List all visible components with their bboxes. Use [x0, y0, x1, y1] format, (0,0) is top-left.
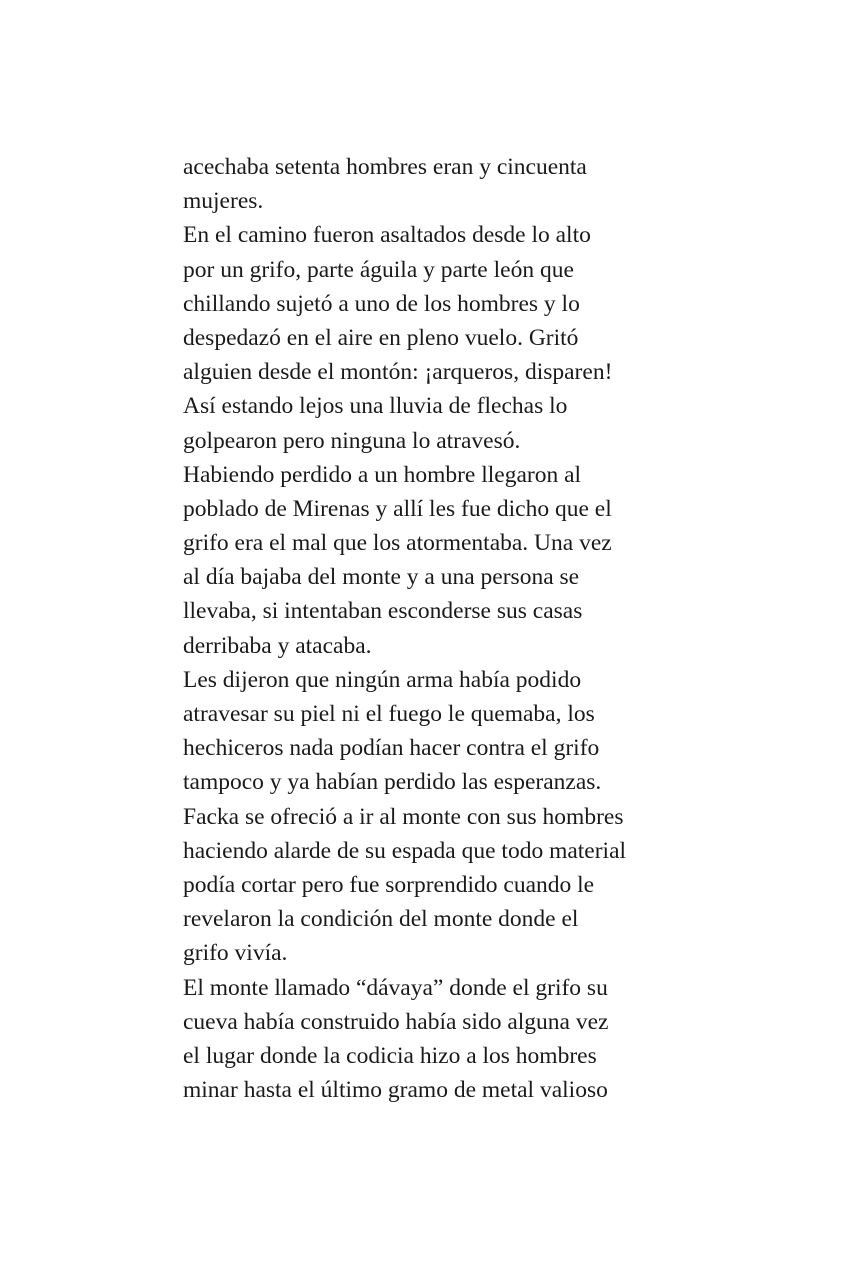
- text-line: tampoco y ya habían perdido las esperanzas.: [183, 769, 602, 796]
- text-line: Facka se ofreció a ir al monte con sus hombres: [183, 803, 624, 830]
- text-line: revelaron la condición del monte donde el: [183, 906, 579, 933]
- text-line: llevaba, si intentaban esconderse sus casas: [183, 598, 583, 625]
- text-line: derribaba y atacaba.: [183, 632, 372, 659]
- text-line: alguien desde el montón: ¡arqueros, disparen!: [183, 359, 613, 386]
- text-line: haciendo alarde de su espada que todo material: [183, 837, 627, 864]
- text-line: cueva había construido había sido alguna vez: [183, 1008, 609, 1035]
- text-line: podía cortar pero fue sorprendido cuando le: [183, 871, 595, 898]
- text-line: grifo era el mal que los atormentaba. Una vez: [183, 530, 612, 557]
- text-line: hechiceros nada podían hacer contra el grifo: [183, 735, 600, 762]
- text-line: por un grifo, parte águila y parte león que: [183, 256, 574, 283]
- body-text: [183, 150, 683, 1107]
- text-line: mujeres.: [183, 188, 264, 215]
- text-line: chillando sujetó a uno de los hombres y lo: [183, 290, 580, 317]
- text-line: despedazó en el aire en pleno vuelo. Gritó: [183, 324, 579, 351]
- text-line: En el camino fueron asaltados desde lo alto: [183, 222, 591, 249]
- text-line: golpearon pero ninguna lo atravesó.: [183, 427, 521, 454]
- text-line: grifo vivía.: [183, 940, 288, 967]
- text-line: Les dijeron que ningún arma había podido: [183, 666, 582, 693]
- text-line: minar hasta el último gramo de metal valioso: [183, 1077, 608, 1104]
- text-line: atravesar su piel ni el fuego le quemaba, los: [183, 701, 595, 727]
- text-line: Así estando lejos una lluvia de flechas lo: [183, 393, 568, 420]
- text-line: acechaba setenta hombres eran y cincuenta: [183, 154, 587, 180]
- text-line: Habiendo perdido a un hombre llegaron al: [183, 461, 582, 488]
- text-line: el lugar donde la codicia hizo a los hombres: [183, 1042, 597, 1069]
- text-line: al día bajaba del monte y a una persona se: [183, 564, 580, 591]
- text-line: El monte llamado “dávaya” donde el grifo su: [183, 974, 608, 1001]
- text-line: poblado de Mirenas y allí les fue dicho que el: [183, 495, 612, 522]
